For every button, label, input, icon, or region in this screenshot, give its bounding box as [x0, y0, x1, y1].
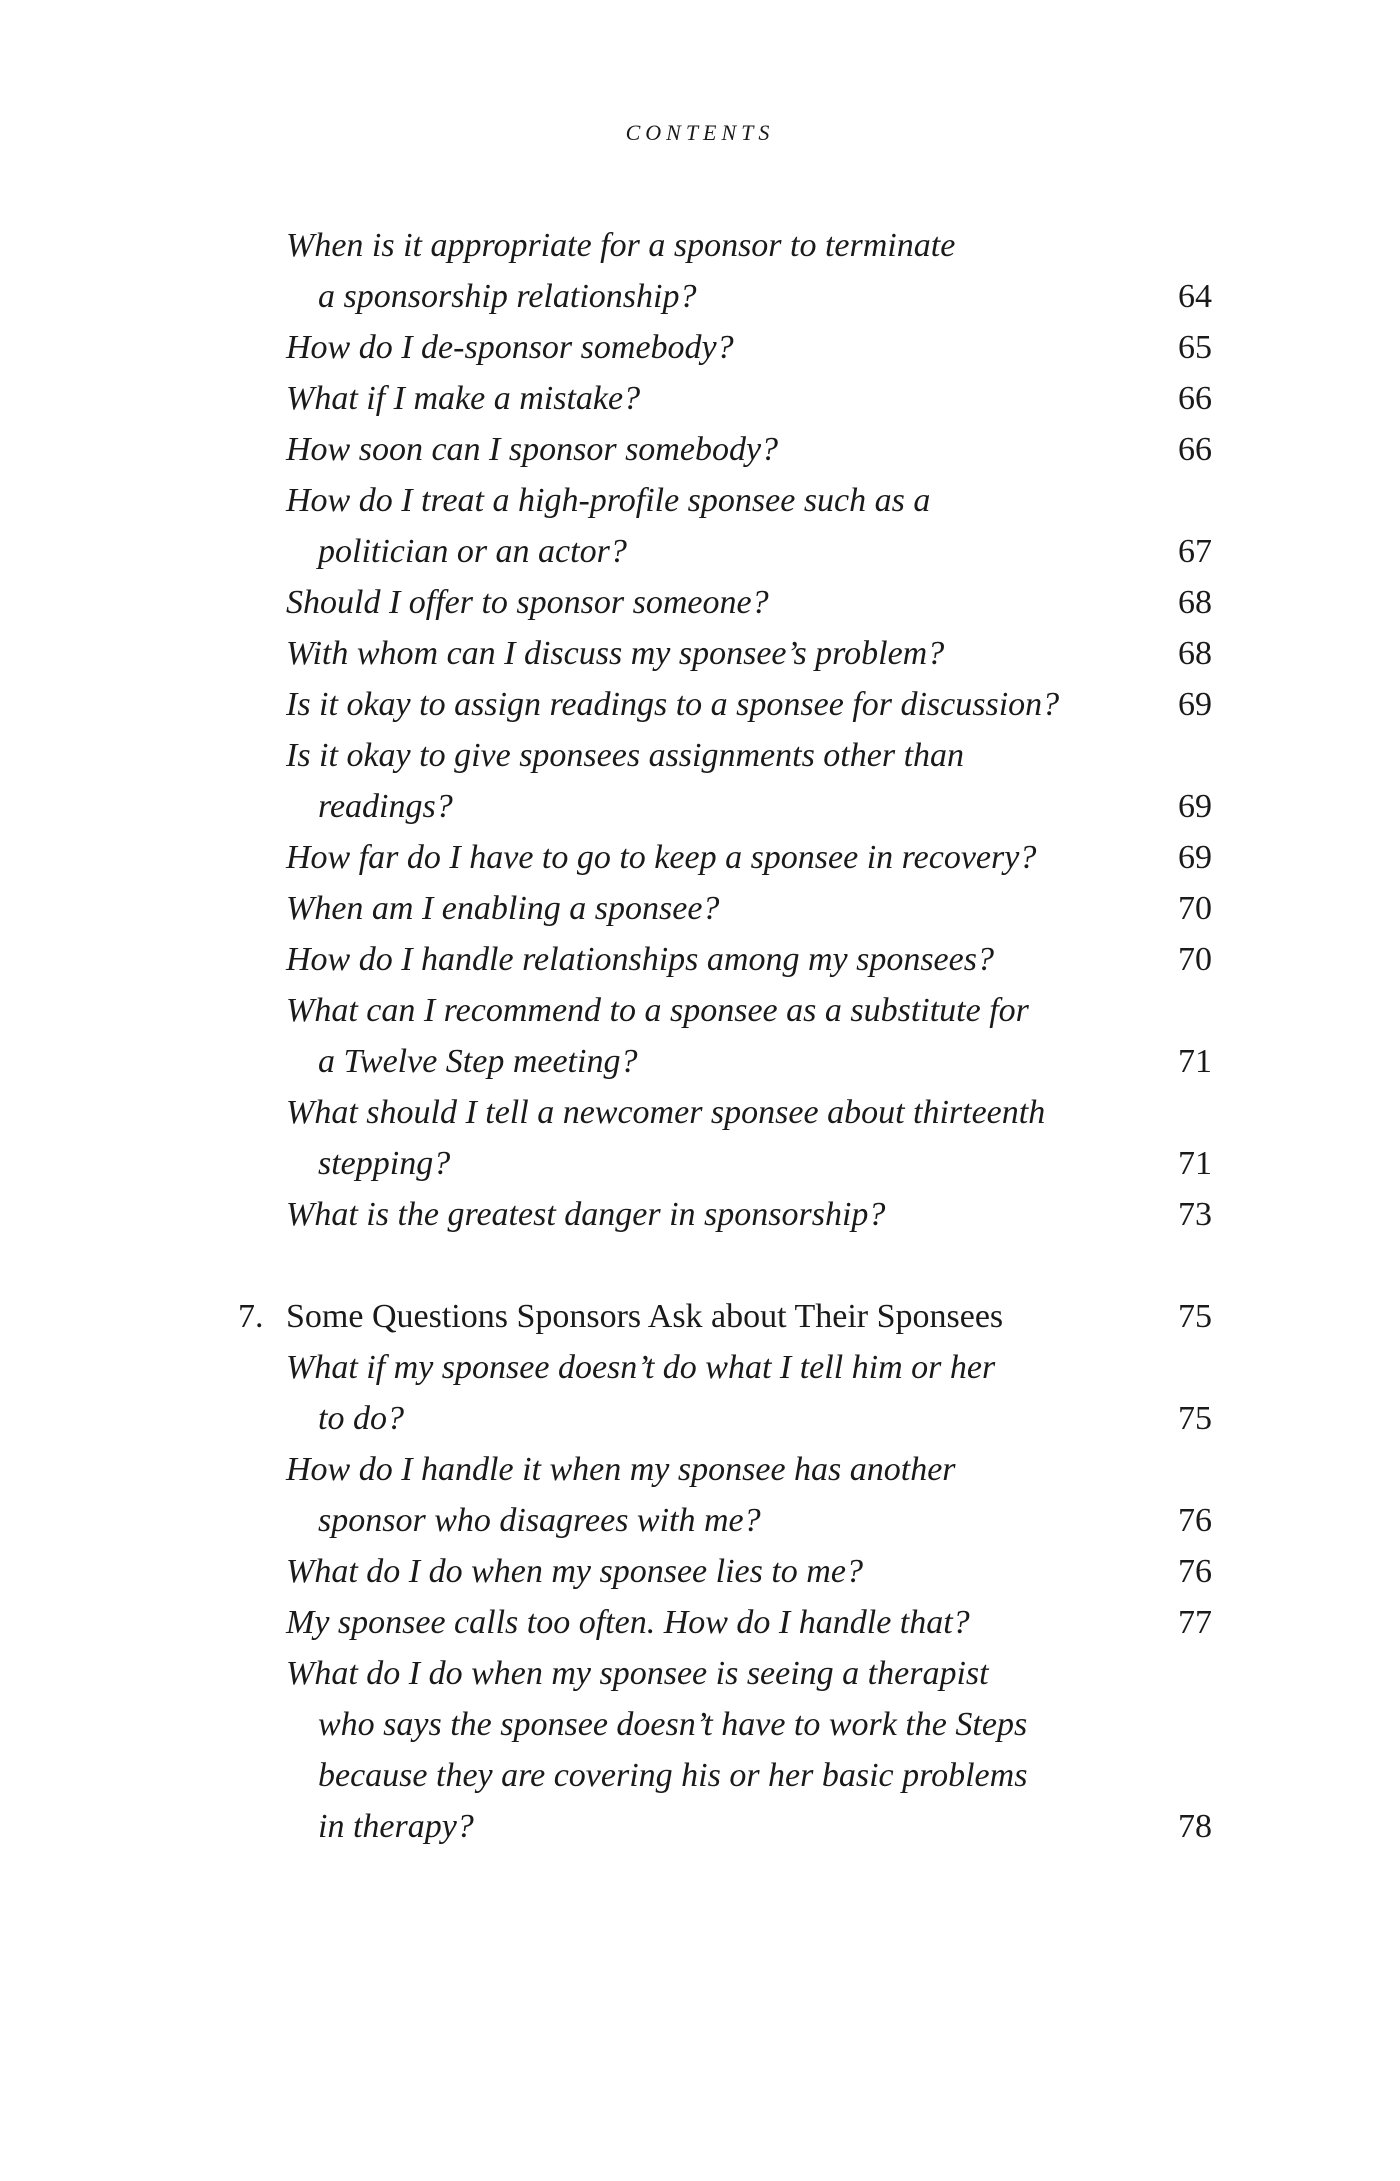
toc-entry-continuation[interactable]: [0, 1750, 1400, 1801]
toc-entry[interactable]: [0, 1546, 1400, 1597]
toc-entry-continuation[interactable]: [0, 1801, 1400, 1852]
toc-entry-text: What should I tell a newcomer sponsee about thirteenth: [286, 1094, 1046, 1131]
table-of-contents: [0, 220, 1400, 1852]
toc-entry[interactable]: [0, 1189, 1400, 1240]
toc-page-number: 73: [1178, 1196, 1212, 1233]
toc-entry-text: a sponsorship relationship?: [318, 278, 697, 315]
toc-page-number: 68: [1178, 584, 1212, 621]
toc-page-number: 70: [1178, 890, 1212, 927]
toc-entry-text: sponsor who disagrees with me?: [318, 1502, 761, 1539]
toc-page-number: 68: [1178, 635, 1212, 672]
toc-entry-text: With whom can I discuss my sponsee’s problem?: [286, 635, 945, 672]
toc-entry[interactable]: [0, 1342, 1400, 1393]
toc-page-number: 64: [1178, 278, 1212, 315]
toc-chapter[interactable]: [0, 1291, 1400, 1342]
toc-page-number: 67: [1178, 533, 1212, 570]
chapter-number: 7.: [238, 1298, 264, 1335]
toc-entry-text: Is it okay to assign readings to a sponsee for discussion?: [286, 686, 1060, 723]
toc-entry[interactable]: [0, 1087, 1400, 1138]
toc-entry-text: How do I treat a high-profile sponsee such as a: [286, 482, 931, 519]
toc-entry-text: How far do I have to go to keep a sponsee in recovery?: [286, 839, 1037, 876]
toc-entry-text: in therapy?: [318, 1808, 474, 1845]
toc-entry-text: What is the greatest danger in sponsorship?: [286, 1196, 886, 1233]
toc-entry-continuation[interactable]: [0, 526, 1400, 577]
toc-entry[interactable]: [0, 1597, 1400, 1648]
toc-entry[interactable]: [0, 475, 1400, 526]
toc-entry[interactable]: [0, 424, 1400, 475]
toc-entry-text: politician or an actor?: [318, 533, 627, 570]
toc-page-number: 71: [1178, 1043, 1212, 1080]
toc-entry-text: What if I make a mistake?: [286, 380, 641, 417]
toc-page-number: 75: [1178, 1400, 1212, 1437]
toc-entry-continuation[interactable]: [0, 1495, 1400, 1546]
toc-page-number: 66: [1178, 431, 1212, 468]
toc-entry[interactable]: [0, 985, 1400, 1036]
toc-entry-text: to do?: [318, 1400, 404, 1437]
toc-entry[interactable]: [0, 373, 1400, 424]
toc-entry[interactable]: [0, 730, 1400, 781]
toc-entry[interactable]: [0, 832, 1400, 883]
toc-entry-text: When is it appropriate for a sponsor to terminate: [286, 227, 956, 264]
toc-entry-text: Should I offer to sponsor someone?: [286, 584, 769, 621]
toc-entry[interactable]: [0, 883, 1400, 934]
toc-entry-text: readings?: [318, 788, 453, 825]
chapter-title: Some Questions Sponsors Ask about Their Sponsees: [286, 1298, 1004, 1335]
toc-entry-text: What do I do when my sponsee lies to me?: [286, 1553, 863, 1590]
toc-entry-continuation[interactable]: [0, 271, 1400, 322]
toc-entry-text: because they are covering his or her basic problems: [318, 1757, 1028, 1794]
toc-entry-text: How do I handle it when my sponsee has another: [286, 1451, 956, 1488]
toc-entry-continuation[interactable]: [0, 1699, 1400, 1750]
toc-entry-continuation[interactable]: [0, 781, 1400, 832]
toc-page-number: 76: [1178, 1502, 1212, 1539]
toc-page-number: 69: [1178, 788, 1212, 825]
toc-entry-text: How do I de-sponsor somebody?: [286, 329, 734, 366]
toc-entry[interactable]: [0, 1444, 1400, 1495]
toc-entry-text: How soon can I sponsor somebody?: [286, 431, 779, 468]
toc-page-number: 65: [1178, 329, 1212, 366]
toc-entry[interactable]: [0, 1648, 1400, 1699]
toc-page-number: 69: [1178, 839, 1212, 876]
toc-entry[interactable]: [0, 934, 1400, 985]
toc-entry-text: What do I do when my sponsee is seeing a therapist: [286, 1655, 989, 1692]
toc-entry-text: What if my sponsee doesn’t do what I tell him or her: [286, 1349, 996, 1386]
toc-entry-text: Is it okay to give sponsees assignments other than: [286, 737, 965, 774]
toc-entry-text: How do I handle relationships among my sponsees?: [286, 941, 994, 978]
toc-entry-text: who says the sponsee doesn’t have to work the Steps: [318, 1706, 1028, 1743]
toc-entry[interactable]: [0, 679, 1400, 730]
toc-entry[interactable]: [0, 322, 1400, 373]
toc-entry-continuation[interactable]: [0, 1138, 1400, 1189]
toc-entry-text: a Twelve Step meeting?: [318, 1043, 638, 1080]
toc-page-number: 76: [1178, 1553, 1212, 1590]
toc-entry[interactable]: [0, 220, 1400, 271]
section-spacer: [0, 1240, 1400, 1291]
toc-page-number: 69: [1178, 686, 1212, 723]
toc-page-number: 78: [1178, 1808, 1212, 1845]
toc-page-number: 66: [1178, 380, 1212, 417]
toc-entry-continuation[interactable]: [0, 1036, 1400, 1087]
toc-page-number: 71: [1178, 1145, 1212, 1182]
running-head: CONTENTS: [625, 120, 775, 145]
toc-entry[interactable]: [0, 628, 1400, 679]
toc-entry-text: What can I recommend to a sponsee as a substitute for: [286, 992, 1029, 1029]
toc-entry-text: When am I enabling a sponsee?: [286, 890, 720, 927]
toc-page-number: 77: [1178, 1604, 1212, 1641]
toc-entry[interactable]: [0, 577, 1400, 628]
toc-entry-continuation[interactable]: [0, 1393, 1400, 1444]
toc-page-number: 70: [1178, 941, 1212, 978]
toc-entry-text: stepping?: [318, 1145, 451, 1182]
toc-entry-text: My sponsee calls too often. How do I handle that?: [286, 1604, 970, 1641]
toc-page-number: 75: [1178, 1298, 1212, 1335]
